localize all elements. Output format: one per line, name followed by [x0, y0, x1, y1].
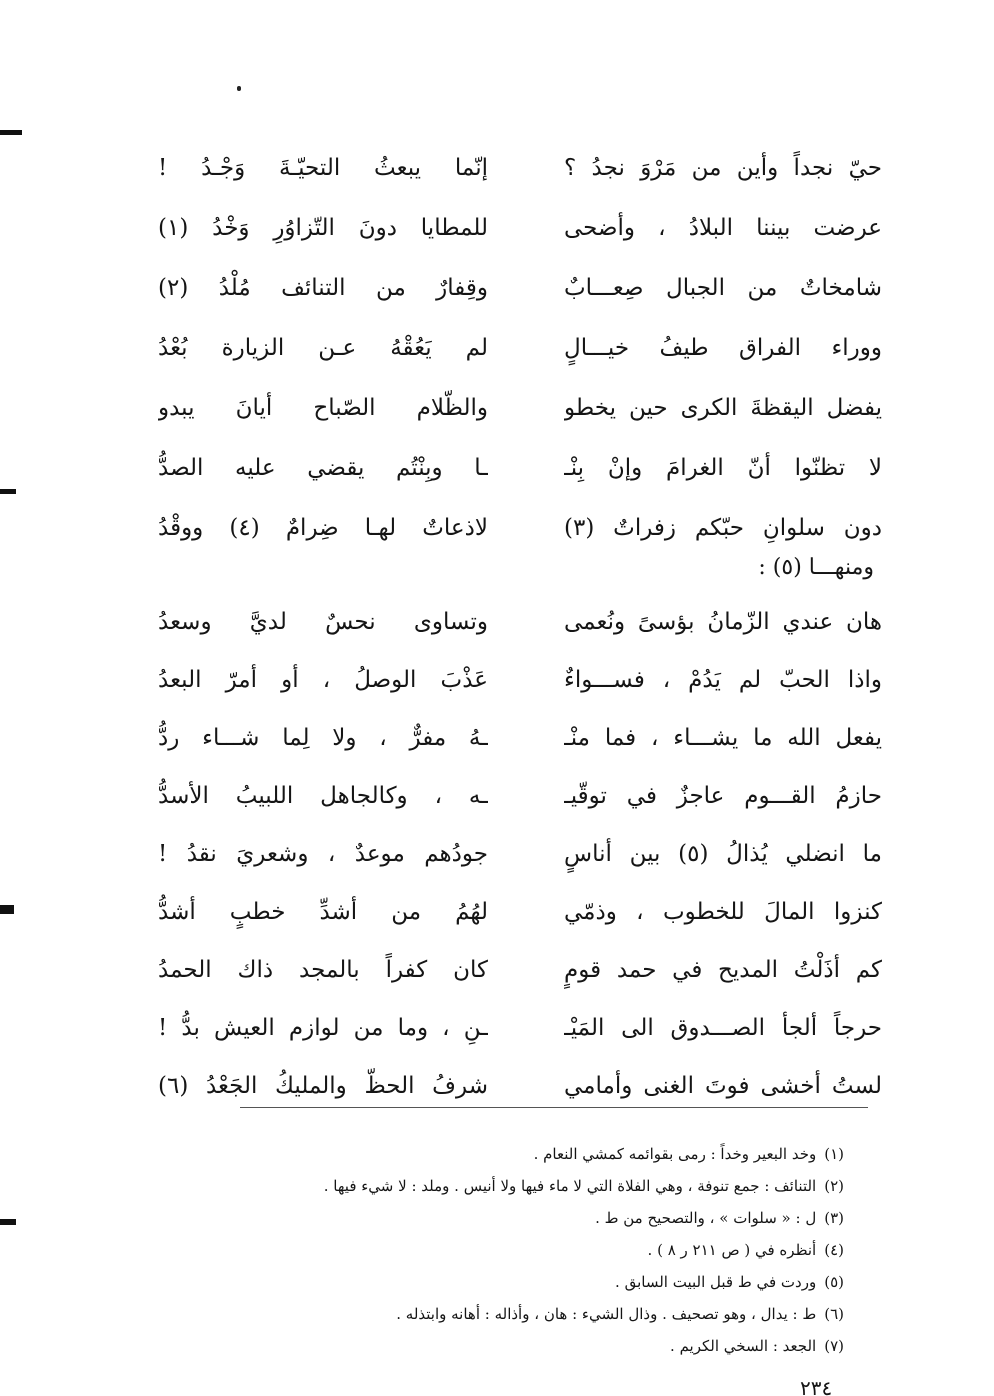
footnote-number: (٤) [824, 1241, 844, 1259]
verse-second-hemistich: وقِفارٌ من التنائف مُلْدُ (٢) [158, 275, 488, 301]
footnote-number: (٥) [824, 1273, 844, 1291]
footnote-text: وخد البعير وخداً : رمى بقوائمه كمشي النعام . [533, 1145, 817, 1163]
binding-mark-4 [0, 1219, 16, 1225]
verse-line [120, 882, 890, 942]
verse-first-hemistich: يفضل اليقظةَ الكرى حين يخطو [564, 395, 882, 421]
footnote-text: الجعد : السخي الكريم . [670, 1337, 817, 1355]
verse-first-hemistich: حرجاً ألجأ الصـــدوق الى المَيْـ [564, 1015, 882, 1041]
footnote [154, 1298, 844, 1330]
verse-second-hemistich: كان كفراً بالمجد ذاك الحمدُ [158, 957, 488, 983]
footnote-number: (١) [824, 1145, 844, 1163]
footnote-number: (٢) [824, 1177, 844, 1195]
verse-first-hemistich: يفعل الله ما يشـــاء ، فما منْـ [564, 725, 882, 751]
verse-first-hemistich: هان عندي الزّمانُ بؤسىً ونُعمى [564, 609, 882, 635]
page-number: ٢٣٤ [800, 1378, 833, 1396]
verse-second-hemistich: لم يَعُقْهُ عـن الزيارة بُعْدُ [158, 335, 488, 361]
verse-line [120, 592, 890, 652]
section-heading: ومنهـــا (٥) : [758, 555, 874, 580]
footnote-number: (٧) [824, 1337, 844, 1355]
verse-line [120, 650, 890, 710]
verse-first-hemistich: شامخاتٌ من الجبال صِعـــابٌ [564, 275, 882, 301]
footnote [154, 1266, 844, 1298]
verse-second-hemistich: إنّما يبعثُ التحيّـةَ وَجْـدُ ! [158, 155, 488, 181]
verse-first-hemistich: واذا الحبّ لم يَدُمْ ، فســـواءٌ [564, 667, 882, 693]
verse-line [120, 940, 890, 1000]
footnote [154, 1170, 844, 1202]
verse-line [120, 138, 890, 198]
footnote-text: التنائف : جمع تنوفة ، وهي الفلاة التي لا ماء فيها ولا أنيس . وملد : لا شيء فيها . [323, 1177, 817, 1195]
verse-line [120, 258, 890, 318]
verse-line [120, 438, 890, 498]
footnote-divider [240, 1107, 868, 1108]
verse-second-hemistich: شرفُ الحظّ والمليكُ الجَعْدُ (٦) [158, 1073, 488, 1099]
binding-mark-3 [0, 905, 14, 914]
footnote-number: (٦) [824, 1305, 844, 1323]
verse-first-hemistich: كنزوا المالَ للخطوب ، وذمّي [564, 899, 882, 925]
verse-line [120, 766, 890, 826]
verse-line [120, 318, 890, 378]
footnote-text: وردت في ط قبل البيت السابق . [615, 1273, 817, 1291]
verse-first-hemistich: ما انضلي يُذالُ (٥) بين أناسٍ [564, 841, 882, 867]
footnote [154, 1330, 844, 1362]
verse-second-hemistich: وتساوى نحسٌ لديَّ وسعدُ [158, 609, 488, 635]
verse-first-hemistich: كم أذَلْتُ المديح في حمد قومٍ [564, 957, 882, 983]
verse-second-hemistich: ـنِ ، وما من لوازم العيش بدُّ ! [158, 1015, 488, 1041]
footnote-text: ط : يدال ، وهو تصحيف . وذال الشيء : هان ، وأذاله : أهانه وابتذله . [396, 1305, 817, 1323]
verse-second-hemistich: للمطايا دونَ التّزاوُرِ وَخْدُ (١) [158, 215, 488, 241]
footnote-number: (٣) [824, 1209, 844, 1227]
verse-second-hemistich: والظّلام الصّباح أيانَ يبدو [158, 395, 488, 421]
verse-first-hemistich: دون سلوانِ حبّكم زفراتٌ (٣) [564, 515, 882, 541]
verse-second-hemistich: ـهُ مفرٌّ ، ولا لِما شـــاء ردُّ [158, 725, 488, 751]
verse-second-hemistich: جودُهم موعدٌ ، وشعريَ نقدُ ! [158, 841, 488, 867]
verse-second-hemistich: عَذْبَ الوصلُ ، أو أمرّ البعدُ [158, 667, 488, 693]
verse-second-hemistich: لاذعاتٌ لهـا ضِرامٌ (٤) ووقْدُ [158, 515, 488, 541]
verse-line [120, 198, 890, 258]
verse-first-hemistich: لا تظنّوا أنّ الغرامَ وإنْ بِنْـ [564, 455, 882, 481]
verse-first-hemistich: ووراء الفراق طيفُ خيـــالٍ [564, 335, 882, 361]
verse-second-hemistich: لهُمُ من أشدِّ خطبٍ أشدُّ [158, 899, 488, 925]
footnote [154, 1234, 844, 1266]
verse-line [120, 998, 890, 1058]
ink-dot [237, 86, 241, 91]
verse-first-hemistich: حيّ نجداً وأين من مَرْوَ نجدُ ؟ [564, 155, 882, 181]
verse-line [120, 824, 890, 884]
footnote [154, 1138, 844, 1170]
verse-second-hemistich: ـه ، وكالجاهل اللبيبُ الأسدُّ [158, 783, 488, 809]
verse-first-hemistich: لستُ أخشى فوتَ الغنى وأمامي [564, 1073, 882, 1099]
footnote [154, 1202, 844, 1234]
verse-line [120, 378, 890, 438]
footnotes [154, 1138, 844, 1362]
footnote-text: أنظره في ( ص ٢١١ ر ٨ ) . [647, 1241, 817, 1259]
binding-mark-1 [0, 130, 22, 135]
verse-second-hemistich: ـا وبِنْتُم يقضي عليه الصدُّ [158, 455, 488, 481]
binding-mark-2 [0, 489, 16, 494]
verse-first-hemistich: حازمُ القـــوم عاجزٌ في توقّيـ [564, 783, 882, 809]
verse-first-hemistich: عرضت بيننا البلادُ ، وأضحى [564, 215, 882, 241]
verse-line [120, 708, 890, 768]
footnote-text: ل : « سلوات » ، والتصحيح من ط . [595, 1209, 817, 1227]
